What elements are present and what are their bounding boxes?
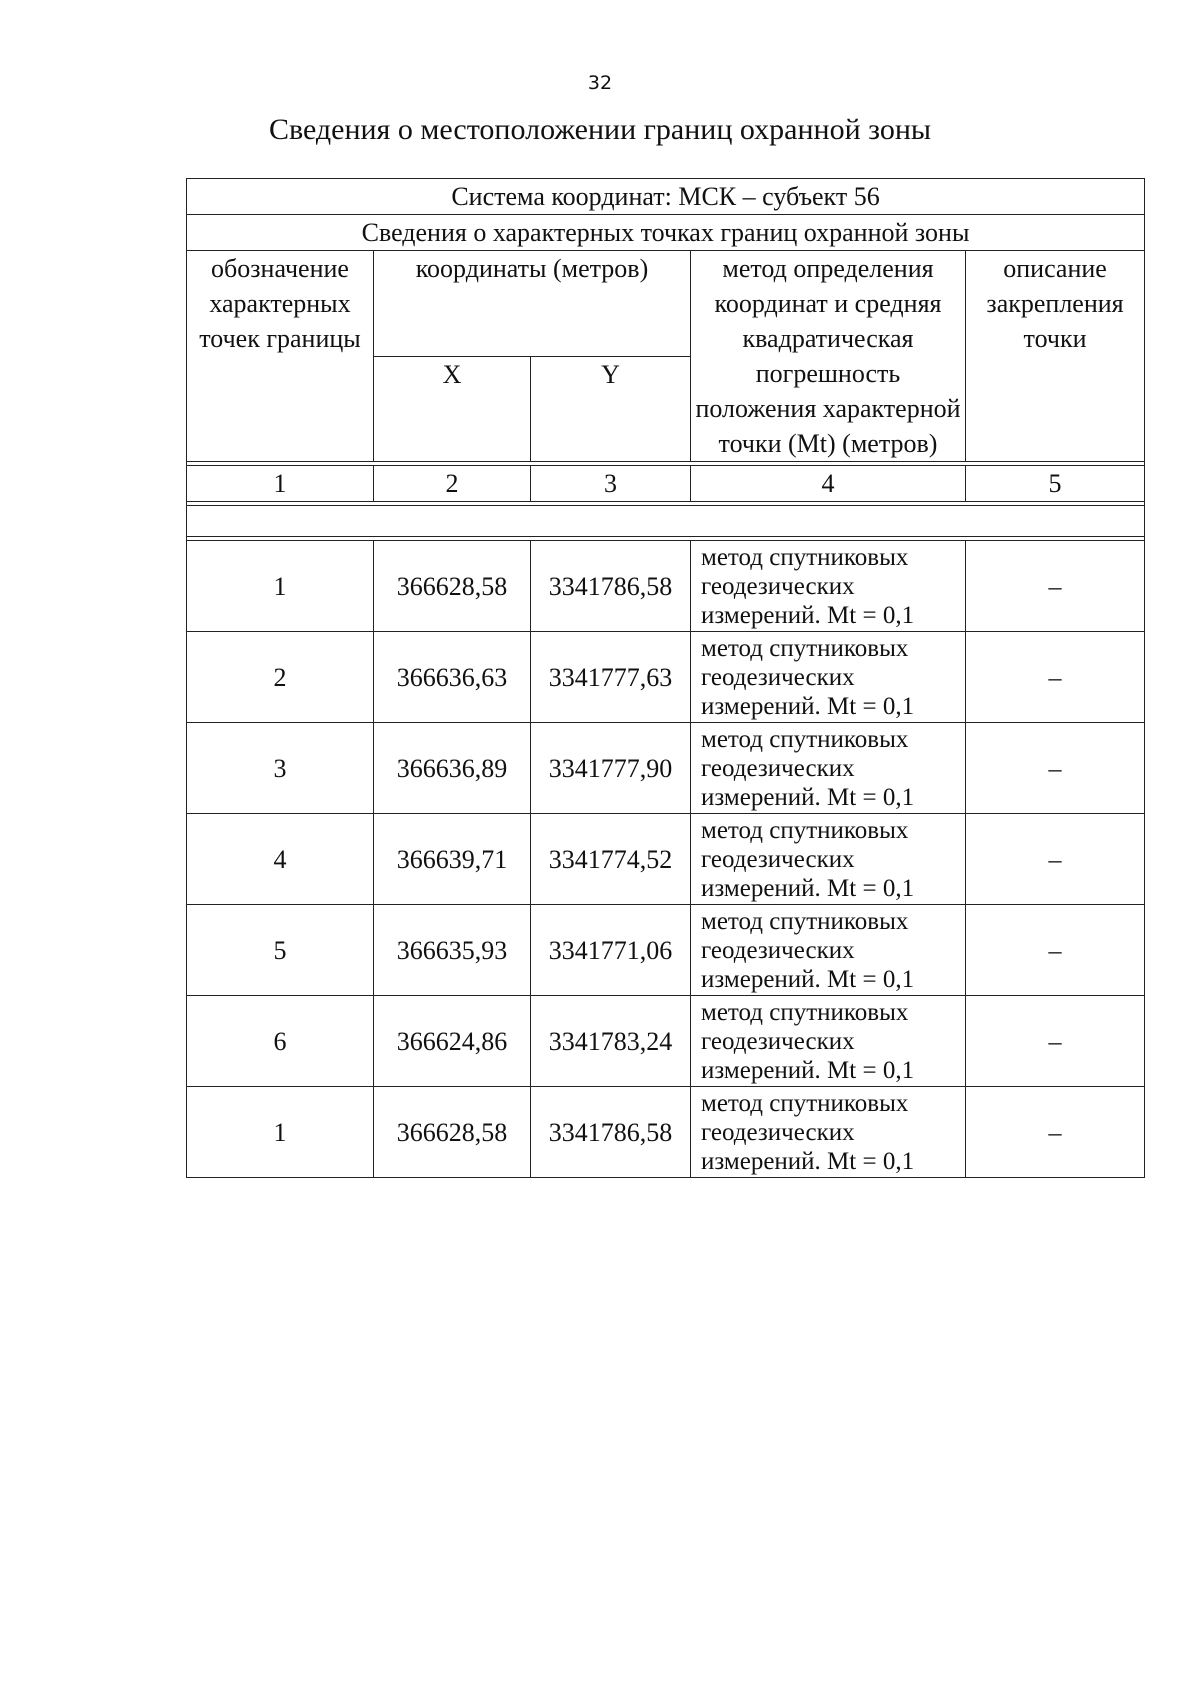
y-coordinate: 3341774,52 [531,814,691,905]
x-coordinate: 366628,58 [374,1087,531,1178]
point-number: 3 [187,723,374,814]
method-description: метод спутниковых геодезических измерений. Mt = 0,1 [691,1087,966,1178]
method-description: метод спутниковых геодезических измерений. Mt = 0,1 [691,632,966,723]
fixing-description: – [966,1087,1145,1178]
header-method: метод определения координат и средняя квадратическая погрешность положения характерной точки (Mt) (метров) [691,251,966,462]
table-row [187,996,1145,1087]
method-description: метод спутниковых геодезических измерений. Mt = 0,1 [691,814,966,905]
point-number: 1 [187,1087,374,1178]
y-coordinate: 3341777,63 [531,632,691,723]
fixing-description: – [966,814,1145,905]
column-number: 1 [187,466,374,502]
page-number: 32 [587,72,613,94]
document-title: Сведения о местоположении границ охранной зоны [268,113,932,146]
x-coordinate: 366635,93 [374,905,531,996]
table-row [187,723,1145,814]
coordinate-system-label: Система координат: МСК – субъект 56 [187,179,1145,215]
table-row [187,541,1145,632]
column-number: 2 [374,466,531,502]
fixing-description: – [966,723,1145,814]
point-number: 4 [187,814,374,905]
y-coordinate: 3341786,58 [531,541,691,632]
header-fixing: описание закрепления точки [966,251,1145,462]
y-coordinate: 3341771,06 [531,905,691,996]
column-number: 5 [966,466,1145,502]
x-coordinate: 366636,63 [374,632,531,723]
table-row [187,905,1145,996]
x-coordinate: 366624,86 [374,996,531,1087]
table-row [187,632,1145,723]
point-number: 1 [187,541,374,632]
section-title: Сведения о характерных точках границ охранной зоны [187,215,1145,251]
column-number: 3 [531,466,691,502]
y-coordinate: 3341783,24 [531,996,691,1087]
point-number: 2 [187,632,374,723]
point-number: 5 [187,905,374,996]
fixing-description: – [966,632,1145,723]
x-coordinate: 366628,58 [374,541,531,632]
method-description: метод спутниковых геодезических измерений. Mt = 0,1 [691,905,966,996]
header-y: Y [531,356,691,462]
method-description: метод спутниковых геодезических измерений. Mt = 0,1 [691,723,966,814]
method-description: метод спутниковых геодезических измерений. Mt = 0,1 [691,541,966,632]
fixing-description: – [966,905,1145,996]
y-coordinate: 3341786,58 [531,1087,691,1178]
table-row [187,1087,1145,1178]
table-row [187,814,1145,905]
header-coordinates: координаты (метров) [374,251,691,357]
header-point-designation: обозначение характерных точек границы [187,251,374,462]
column-number: 4 [691,466,966,502]
boundary-points-table [186,178,1145,1178]
x-coordinate: 366636,89 [374,723,531,814]
fixing-description: – [966,996,1145,1087]
empty-spacer-row [187,506,1145,537]
header-x: X [374,356,531,462]
x-coordinate: 366639,71 [374,814,531,905]
point-number: 6 [187,996,374,1087]
fixing-description: – [966,541,1145,632]
y-coordinate: 3341777,90 [531,723,691,814]
method-description: метод спутниковых геодезических измерений. Mt = 0,1 [691,996,966,1087]
